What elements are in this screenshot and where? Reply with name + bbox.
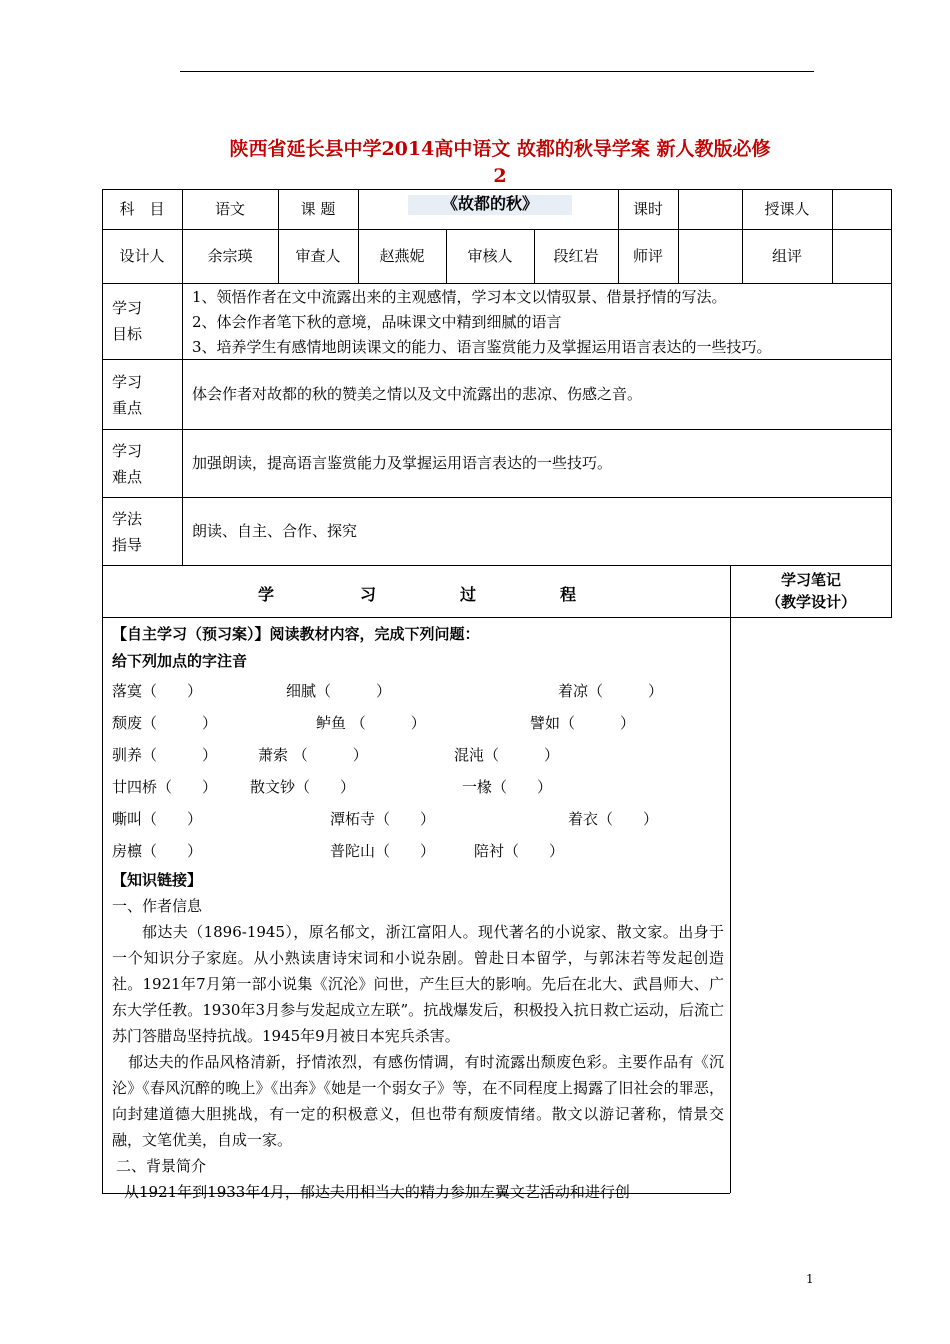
pinyin-heading: 给下列加点的字注音 xyxy=(112,652,248,670)
pinyin-row: 驯养（ ） 萧索 （ ） 混沌（ ） xyxy=(112,746,560,764)
background-heading: 二、背景简介 xyxy=(116,1157,207,1175)
key-points-label: 学习 重点 xyxy=(112,373,143,417)
teacher-eval-label: 师评 xyxy=(632,247,663,265)
checker-label: 审查人 xyxy=(295,247,341,265)
teacher-label: 授课人 xyxy=(764,200,810,218)
group-eval-label: 组评 xyxy=(771,247,802,265)
knowledge-heading: 【知识链接】 xyxy=(112,871,203,889)
goal-item: 2、体会作者笔下秋的意境，品味课文中精到细腻的语言 xyxy=(192,313,562,331)
table-border xyxy=(102,497,892,498)
pinyin-row: 廿四桥（ ） 散文钞（ ） 一椽（ ） xyxy=(112,778,553,796)
key-points-text: 体会作者对故都的秋的赞美之情以及文中流露出的悲凉、伤感之音。 xyxy=(192,385,643,403)
pinyin-row: 房檩（ ） 普陀山（ ） 陪衬（ ） xyxy=(112,842,565,860)
document-title xyxy=(150,136,850,190)
methods-text: 朗读、自主、合作、探究 xyxy=(192,522,358,540)
pinyin-row: 颓废（ ） 鲈鱼 （ ） 譬如（ ） xyxy=(112,714,636,732)
table-border xyxy=(102,283,892,284)
pinyin-row: 嘶叫（ ） 潭柘寺（ ） 着衣（ ） xyxy=(112,810,659,828)
reviewer-label: 审核人 xyxy=(467,247,513,265)
header-rule xyxy=(180,71,814,72)
lesson-plan-table xyxy=(102,189,892,1201)
self-study-heading: 【自主学习（预习案）】阅读教材内容，完成下列问题： xyxy=(112,625,480,643)
pinyin-row: 落寞（ ） 细腻（ ） 着凉（ ） xyxy=(112,682,664,700)
title-line-2: 2 xyxy=(493,165,507,187)
designer-value: 余宗瑛 xyxy=(207,247,253,265)
goal-item: 1、领悟作者在文中流露出来的主观感情，学习本文以情驭景、借景抒情的写法。 xyxy=(192,288,727,306)
author-heading: 一、作者信息 xyxy=(112,897,203,915)
table-border xyxy=(891,189,892,617)
table-border xyxy=(678,189,679,283)
author-paragraph: 郁达夫（1896-1945），原名郁文，浙江富阳人。现代著名的小说家、散文家。出身于一个知识分子家庭。从小熟读唐诗宋词和小说杂剧。曾赴日本留学，与郭沫若等发起创造社。1921年7月第一部小说集《沉沦》问世，产生巨大的影响。先后在北大、武昌师大、广东大学任教。1930年3月参与发起成立左联”。抗战爆发后，积极投入抗日救亡运动，后流亡苏门答腊岛坚持抗战。1945年9月被日本宪兵杀害。 xyxy=(112,923,724,1045)
period-label: 课时 xyxy=(632,200,663,218)
topic-value: 《故都的秋》 xyxy=(441,194,538,213)
reviewer-value: 段红岩 xyxy=(553,247,599,265)
process-heading: 学 习 过 程 xyxy=(258,585,577,604)
difficulties-text: 加强朗读，提高语言鉴赏能力及掌握运用语言表达的一些技巧。 xyxy=(192,454,613,472)
checker-value: 赵燕妮 xyxy=(379,247,425,265)
page-number: 1 xyxy=(806,1272,814,1286)
methods-label: 学法 指导 xyxy=(112,510,143,554)
goals-list xyxy=(192,285,772,360)
topic-label: 课 题 xyxy=(300,200,336,218)
goals-label: 学习 目标 xyxy=(112,299,143,343)
table-border xyxy=(832,189,833,283)
table-border xyxy=(102,429,892,430)
title-line-1: 陕西省延长县中学2014高中语文 故都的秋导学案 新人教版必修 xyxy=(229,138,771,160)
table-border xyxy=(102,617,892,618)
table-border xyxy=(102,189,103,1193)
subject-label: 科 目 xyxy=(119,200,165,218)
study-content xyxy=(112,619,724,1205)
difficulties-label: 学习 难点 xyxy=(112,442,143,486)
background-paragraph: 从1921年到1933年4月，郁达夫用相当大的精力参加左翼文艺活动和进行创 xyxy=(124,1183,630,1201)
notes-heading: 学习笔记 （教学设计） xyxy=(765,571,856,611)
table-border xyxy=(730,565,731,1193)
goal-item: 3、培养学生有感情地朗读课文的能力、语言鉴赏能力及掌握运用语言表达的一些技巧。 xyxy=(192,338,772,356)
subject-value: 语文 xyxy=(214,200,245,218)
author-paragraph: 郁达夫的作品风格清新，抒情浓烈，有感伤情调，有时流露出颓废色彩。主要作品有《沉沦》《春风沉醉的晚上》《出奔》《她是一个弱女子》等，在不同程度上揭露了旧社会的罪恶，向封建道德大胆挑战，有一定的积极意义，但也带有颓废情绪。散文以游记著称，情景交融，文笔优美，自成一家。 xyxy=(112,1053,724,1149)
designer-label: 设计人 xyxy=(119,247,165,265)
